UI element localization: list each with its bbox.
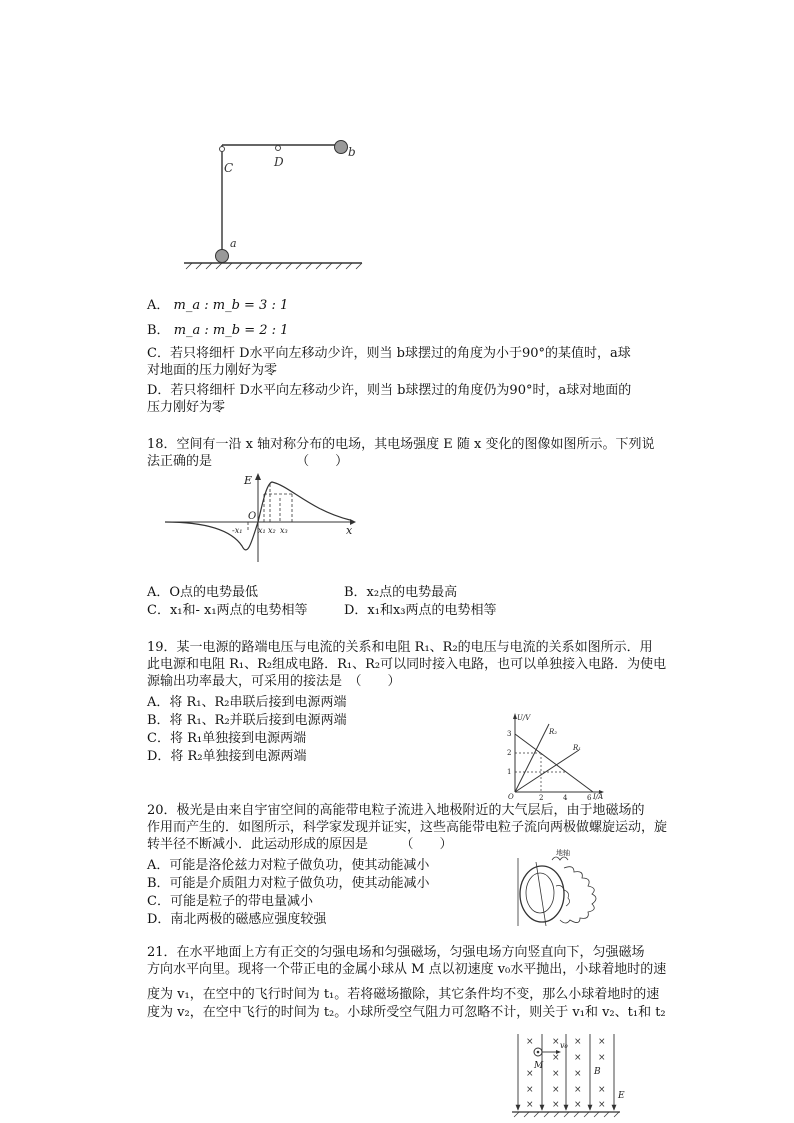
svg-text:×: × (552, 1037, 560, 1047)
figure-q18-efield-graph (160, 470, 360, 565)
q17-option-c-line2: 对地面的压力刚好为零 (147, 363, 278, 378)
svg-text:×: × (598, 1085, 606, 1095)
q18-option-a: A．O点的电势最低 (147, 585, 259, 600)
q17-option-b (147, 322, 288, 339)
q17-option-a (147, 297, 288, 314)
tick-label-x1: x₁ (258, 526, 266, 535)
q20-stem-line1: 20．极光是由来自宇宙空间的高能带电粒子流进入地极附近的大气层后，由于地磁场的 (147, 803, 645, 818)
q18-option-d: D．x₁和x₃两点的电势相等 (344, 603, 497, 618)
line-label-r1: R₁ (573, 744, 582, 752)
q21-stem-line4: 度为 v₂，在空中飞行的时间为 t₂。小球所受空气阻力可忽略不计，则关于 v₁和 v₂、t₁和 t₂ (147, 1005, 666, 1020)
q19-stem-line3: 源输出功率最大，可采用的接法是 （ ） (147, 674, 401, 689)
tick-label-x3: x₃ (280, 526, 288, 535)
tick-label-x2: x₂ (268, 526, 276, 535)
q17-option-b-math: m_a : m_b = 2 : 1 (173, 323, 289, 338)
label-v0: v₀ (560, 1041, 568, 1050)
q20-stem-line3: 转半径不断减小．此运动形成的原因是 （ ） (147, 837, 453, 852)
figure-q20-aurora (512, 846, 614, 936)
label-c: C (224, 161, 234, 175)
svg-text:×: × (526, 1100, 534, 1110)
origin-label: O (508, 793, 514, 800)
svg-text:×: × (574, 1069, 582, 1079)
figure-q17 (180, 135, 380, 275)
q18-stem-line2 (147, 453, 348, 470)
axis-label-x: x (346, 524, 353, 537)
label-b-field: B (594, 1067, 601, 1077)
svg-text:×: × (526, 1069, 534, 1079)
svg-text:×: × (574, 1037, 582, 1047)
axis-label-ia: I/A (593, 793, 604, 800)
q20-option-a: A．可能是洛伦兹力对粒子做负功，使其动能减小 (147, 858, 430, 873)
label-e-field: E (618, 1091, 625, 1101)
label-b: b (348, 145, 356, 159)
q20-stem-line2: 作用而产生的．如图所示，科学家发现并证实，这些高能带电粒子流向两极做螺旋运动，旋 (147, 820, 668, 835)
svg-text:×: × (526, 1037, 534, 1047)
q21-stem-line3: 度为 v₁，在空中的飞行时间为 t₁。若将磁场撤除，其它条件均不变，那么小球着地时的速 (147, 987, 660, 1002)
svg-text:×: × (574, 1100, 582, 1110)
svg-text:×: × (552, 1085, 560, 1095)
q19-stem-line2: 此电源和电阻 R₁、R₂组成电路．R₁、R₂可以同时接入电路，也可以单独接入电路．为使电 (147, 657, 667, 672)
svg-text:×: × (598, 1037, 606, 1047)
line-label-r2: R₂ (549, 728, 558, 736)
q17-option-a-math: m_a : m_b = 3 : 1 (173, 298, 289, 313)
q17-option-d-line1: D．若只将细杆 D水平向左移动少许，则当 b球摆过的角度仍为90°时，a球对地面的 (147, 383, 632, 398)
q19-option-d: D．将 R₂单独接到电源两端 (147, 749, 307, 764)
q17-option-b-label: B． (147, 323, 170, 338)
svg-text:×: × (574, 1085, 582, 1095)
q18-option-b: B．x₂点的电势最高 (344, 585, 458, 600)
tick-label-u1: 1 (507, 768, 512, 776)
figure-q19-ui-graph (505, 710, 607, 800)
q17-option-d-line2: 压力刚好为零 (147, 400, 226, 415)
svg-text:×: × (598, 1100, 606, 1110)
axis-label-uv: U/V (517, 714, 531, 722)
svg-text:×: × (552, 1053, 560, 1063)
svg-text:×: × (552, 1100, 560, 1110)
q18-stem-line1: 18．空间有一沿 x 轴对称分布的电场，其电场强度 E 随 x 变化的图像如图所示。下列说 (147, 437, 655, 452)
q20-option-d: D．南北两极的磁感应强度较强 (147, 912, 327, 927)
label-m: M (534, 1061, 544, 1071)
earth-axis-label: 地轴 (556, 849, 570, 857)
origin-label: O (248, 511, 257, 522)
svg-text:×: × (574, 1053, 582, 1063)
tick-label-u3: 3 (507, 730, 512, 738)
ball-b (335, 141, 348, 154)
q21-stem-line1: 21．在水平地面上方有正交的匀强电场和匀强磁场，匀强电场方向竖直向下，匀强磁场 (147, 945, 645, 960)
svg-text:×: × (598, 1053, 606, 1063)
q18-option-c: C．x₁和- x₁两点的电势相等 (147, 603, 308, 618)
tick-label-i6: 6 (587, 794, 592, 800)
tick-label-neg-x1: -x₁ (232, 526, 243, 535)
svg-text:×: × (526, 1085, 534, 1095)
q19-option-b: B．将 R₁、R₂并联后接到电源两端 (147, 713, 347, 728)
q19-stem-line1: 19．某一电源的路端电压与电流的关系和电阻 R₁、R₂的电压与电流的关系如图所示．用 (147, 640, 653, 655)
q17-option-a-label: A． (147, 298, 170, 313)
q20-option-b: B．可能是介质阻力对粒子做负功，使其动能减小 (147, 876, 430, 891)
q19-option-c: C．将 R₁单独接到电源两端 (147, 731, 307, 746)
q18-answer-paren: （ ） (296, 454, 349, 469)
axis-label-e: E (244, 474, 253, 487)
q21-stem-line2: 方向水平向里。现将一个带正电的金属小球从 M 点以初速度 v₀水平抛出，小球着地时的速 (147, 962, 667, 977)
tick-label-i2: 2 (539, 794, 544, 800)
tick-label-i4: 4 (563, 794, 568, 800)
figure-q21-fields (508, 1032, 636, 1118)
q17-option-c-line1: C．若只将细杆 D水平向左移动少许，则当 b球摆过的角度为小于90°的某值时，a球 (147, 346, 631, 361)
q20-option-c: C．可能是粒子的带电量减小 (147, 894, 313, 909)
label-a: a (230, 237, 237, 250)
tick-label-u2: 2 (507, 749, 512, 757)
q18-stem-text: 法正确的是 (147, 454, 213, 469)
q19-option-a: A．将 R₁、R₂串联后接到电源两端 (147, 695, 347, 710)
svg-text:×: × (552, 1069, 560, 1079)
label-d: D (274, 155, 284, 169)
ball-a (216, 250, 229, 263)
